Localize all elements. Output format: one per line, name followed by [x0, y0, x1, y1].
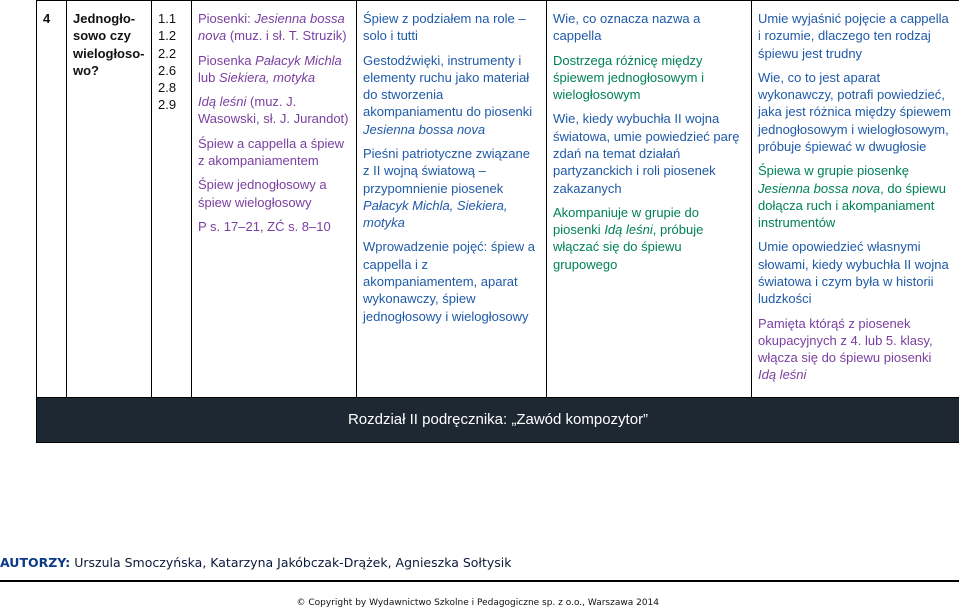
- extended-p1: Umie wyjaśnić pojęcie a cappella i rozumie, dlaczego ten rodzaj śpiewu jest trudny: [758, 11, 949, 61]
- materials-cell: [192, 1, 357, 398]
- authors-line: [0, 555, 512, 570]
- ref-item: 1.2: [158, 28, 177, 44]
- content-p1: Śpiew z podziałem na role – solo i tutti: [363, 11, 526, 44]
- lesson-number: 4: [37, 1, 67, 398]
- lesson-row: [37, 1, 959, 398]
- material-voices: Śpiew jednogłosowy a śpiew wielogłosowy: [198, 177, 327, 210]
- extended-p2: Wie, co to jest aparat wykonawczy, potrafi powiedzieć, jaka jest różnica między śpiewem jednogłosowym i wielogłosowym, próbuje śpiewać w dwugłosie: [758, 69, 951, 154]
- authors-label: AUTORZY:: [0, 555, 71, 570]
- material-song-choice: Piosenka Pałacyk Michla lub Siekiera, motyka: [198, 52, 342, 85]
- ref-item: 1.1: [158, 11, 177, 26]
- material-pages: P s. 17–21, ZĆ s. 8–10: [198, 218, 331, 234]
- extended-p3: Śpiewa w grupie piosenkę Jesienna bossa nova, do śpiewu dołącza ruch i akompaniament instrumentów: [758, 163, 946, 231]
- ref-item: 2.9: [158, 97, 177, 113]
- copyright-notice: © Copyright by Wydawnictwo Szkolne i Pedagogiczne sp. z o.o., Warszawa 2014: [296, 598, 659, 608]
- lesson-topic-text: Jednogło- sowo czy wielogłoso- wo?: [73, 11, 145, 78]
- ref-item: 2.8: [158, 80, 177, 96]
- extended-requirements-cell: [752, 1, 959, 398]
- lesson-plan-table: [36, 0, 959, 443]
- basic-p1: Wie, co oznacza nazwa a cappella: [553, 11, 701, 44]
- material-ida-lesni: Idą leśni (muz. J. Wasowski, sł. J. Jurandot): [198, 94, 349, 127]
- ref-item: 2.6: [158, 62, 177, 78]
- extended-p5: Pamięta którąś z piosenek okupacyjnych z 4. lub 5. klasy, włącza się do śpiewu piosenki Idą leśni: [758, 315, 933, 383]
- chapter-row: [37, 397, 959, 442]
- basic-p3: Wie, kiedy wybuchła II wojna światowa, umie powiedzieć parę zdań na temat działań partyzanckich i roli piosenek zakazanych: [553, 111, 740, 196]
- footer-divider: [0, 580, 959, 582]
- chapter-title: Rozdział II podręcznika: „Zawód kompozytor”: [37, 397, 959, 442]
- basic-p2: Dostrzega różnicę między śpiewem jednogłosowym i wielogłosowym: [553, 52, 705, 103]
- material-songs: Piosenki: Jesienna bossa nova (muz. i sł. T. Struzik): [198, 11, 347, 44]
- material-a-cappella: Śpiew a cappella a śpiew z akompaniamentem: [198, 135, 344, 168]
- content-p3: Pieśni patriotyczne związane z II wojną światową – przypomnienie piosenek Pałacyk Michla, Siekiera, motyka: [363, 145, 530, 231]
- basic-p4: Akompaniuje w grupie do piosenki Idą leśni, próbuje włączać się do śpiewu grupowego: [553, 204, 704, 272]
- lesson-topic: [67, 1, 152, 398]
- ref-item: 2.2: [158, 45, 177, 61]
- curriculum-refs: [152, 1, 192, 398]
- authors-names: Urszula Smoczyńska, Katarzyna Jakóbczak-Drążek, Agnieszka Sołtysik: [74, 555, 512, 570]
- content-p4: Wprowadzenie pojęć: śpiew a cappella i z akompaniamentem, aparat wykonawczy, śpiew jednogłosowy i wielogłosowy: [363, 239, 535, 324]
- content-p2: Gestodźwięki, instrumenty i elementy ruchu jako materiał do stworzenia akompaniamentu do piosenki Jesienna bossa nova: [363, 52, 533, 137]
- extended-p4: Umie opowiedzieć własnymi słowami, kiedy wybuchła II wojna światowa i czym była w historii ludzkości: [758, 239, 949, 307]
- content-cell: [357, 1, 547, 398]
- basic-requirements-cell: [547, 1, 752, 398]
